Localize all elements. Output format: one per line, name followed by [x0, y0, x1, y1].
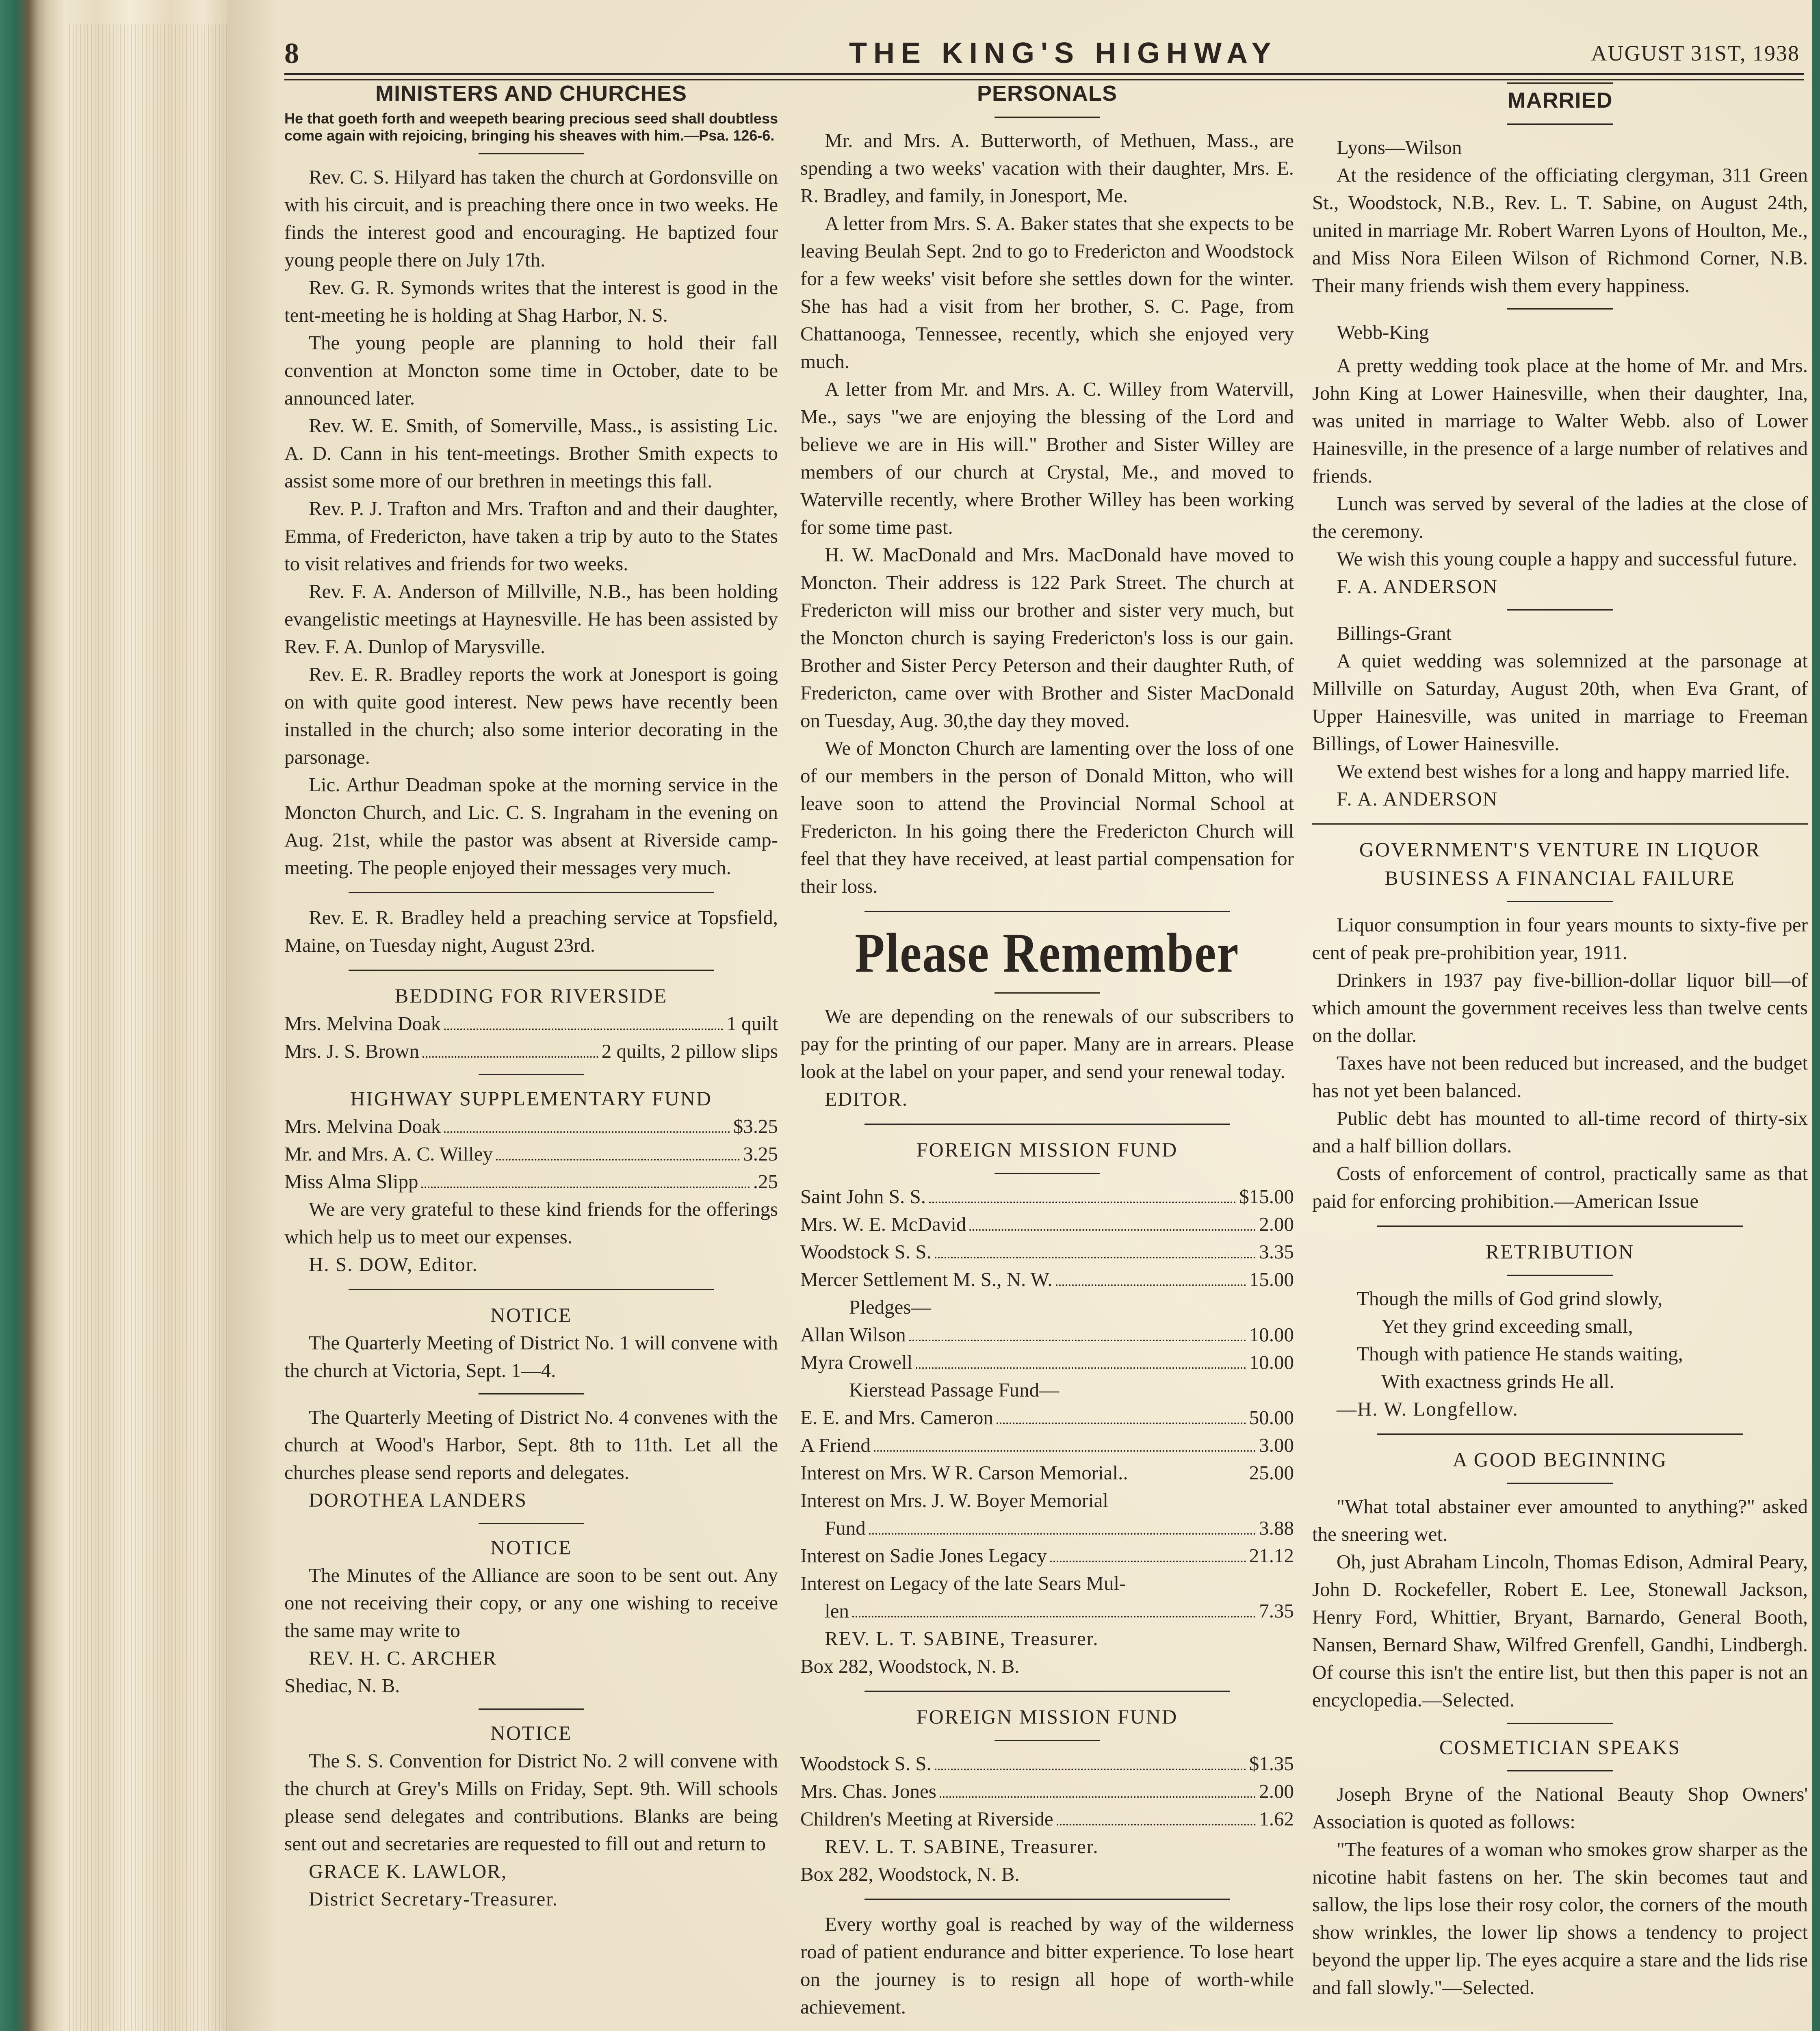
- divider: [1507, 1723, 1613, 1724]
- ledger-name: A Friend: [800, 1434, 871, 1456]
- ledger-value: 2 quilts, 2 pillow slips: [601, 1040, 778, 1062]
- leader-dots: [1050, 1561, 1246, 1562]
- ledger-name: Saint John S. S.: [800, 1185, 926, 1208]
- ministers-paragraph: Rev. W. E. Smith, of Somerville, Mass., is assisting Lic. A. D. Cann in his tent-meetings. Brother Smith expects to assist some more of our brethren in meetings this fall.: [284, 414, 778, 492]
- ledger-name: Mrs. W. E. McDavid: [800, 1213, 966, 1235]
- ledger-row: [800, 1805, 1294, 1833]
- leader-dots: [852, 1616, 1256, 1617]
- personals-paragraph: A letter from Mrs. S. A. Baker states that she expects to be leaving Beulah Sept. 2nd to go to Fredericton and Woodstock for a few weeks' visit before she settles down for the winter. She has had a visit from her brother, S. C. Page, from Chattanooga, Tennessee, recently, which she enjoyed very much.: [800, 212, 1294, 372]
- divider: [479, 1393, 584, 1394]
- notice-paragraph: The S. S. Convention for District No. 2 will convene with the church at Grey's Mills on Friday, Sept. 9th. Will schools please send delegates and contributions. Blanks are being sent out and secretaries are requested to fill out and return to: [284, 1750, 778, 1855]
- ministers-paragraph: Lic. Arthur Deadman spoke at the morning service in the Moncton Church, and Lic. C. S. Ingraham in the evening on Aug. 21st, while the pastor was absent at Riverside camp-meeting. The people enjoyed their messages very much.: [284, 773, 778, 879]
- poem-line: Though the mills of God grind slowly,: [1357, 1287, 1663, 1310]
- divider: [1507, 901, 1613, 902]
- divider: [1507, 308, 1613, 310]
- ledger-row: [800, 1778, 1294, 1805]
- ledger-value: 10.00: [1249, 1351, 1294, 1373]
- leader-dots: [935, 1769, 1246, 1770]
- leader-dots: [909, 1340, 1246, 1341]
- leader-dots: [496, 1159, 740, 1161]
- ledger-row: [800, 1238, 1294, 1266]
- ledger-value: $3.25: [733, 1115, 778, 1137]
- ledger-value: 10.00: [1249, 1323, 1294, 1346]
- divider: [1507, 609, 1613, 611]
- ledger-name: Mrs. Chas. Jones: [800, 1780, 936, 1802]
- divider: [1507, 1483, 1613, 1484]
- personals-paragraph: Mr. and Mrs. A. Butterworth, of Methuen, Mass., are spending a two weeks' vacation with their daughter, Mrs. E. R. Bradley, and family, in Jonesport, Me.: [800, 129, 1294, 207]
- bedding-heading: BEDDING FOR RIVERSIDE: [394, 984, 668, 1007]
- paper-title: THE KING'S HIGHWAY: [849, 37, 1278, 69]
- leader-dots: [929, 1202, 1236, 1203]
- personals-paragraph: We of Moncton Church are lamenting over the loss of one of our members in the person of Donald Mitton, who will leave soon to attend the Provincial Normal School at Fredericton. In his going there the Fredericton Church will feel that they have received, at least partial compensation for their loss.: [800, 737, 1294, 897]
- wedding-names: Lyons—Wilson: [1337, 136, 1462, 158]
- liquor-paragraph: Liquor consumption in four years mounts to sixty-five per cent of peak pre-prohibition year, 1911.: [1312, 914, 1808, 964]
- wedding-paragraph: At the residence of the officiating clergyman, 311 Green St., Woodstock, N.B., Rev. L. T. Sabine, on August 24th, united in marriage Mr. Robert Warren Lyons of Houlton, Me., and Miss Nora Eileen Wilson of Richmond Corner, N.B. Their many friends wish them every happiness.: [1312, 164, 1808, 297]
- ledger-value: 2.00: [1259, 1213, 1294, 1235]
- ledger-row: [800, 1514, 1294, 1542]
- ledger-name: Mrs. Melvina Doak: [284, 1012, 441, 1035]
- poem-line: With exactness grinds He all.: [1381, 1370, 1614, 1392]
- ministers-paragraph: Rev. E. R. Bradley reports the work at Jonesport is going on with quite good interest. New pews have recently been installed in the church; also some interior decorating in the parsonage.: [284, 663, 778, 768]
- ministers-epigraph: He that goeth forth and weepeth bearing precious seed shall doubtless come again with rejoicing, bringing his sheaves with him.—Psa. 126-6.: [284, 110, 778, 144]
- divider: [349, 1289, 714, 1290]
- notice-paragraph: The Minutes of the Alliance are soon to be sent out. Any one not receiving their copy, or any one wishing to receive the same may write to: [284, 1564, 778, 1641]
- ledger-name: Woodstock S. S.: [800, 1752, 932, 1775]
- signature: GRACE K. LAWLOR,: [309, 1860, 507, 1882]
- ledger-name: Woodstock S. S.: [800, 1241, 932, 1263]
- ledger-value: $15.00: [1239, 1185, 1294, 1208]
- ministers-heading: MINISTERS AND CHURCHES: [375, 81, 687, 106]
- divider: [349, 892, 714, 893]
- ministers-paragraph: The young people are planning to hold their fall convention at Moncton some time in October, date to be announced later.: [284, 331, 778, 409]
- divider: [479, 1074, 584, 1075]
- ledger-row: [800, 1404, 1294, 1431]
- signature: DOROTHEA LANDERS: [309, 1489, 527, 1511]
- ledger-name: Interest on Mrs. W R. Carson Memorial..: [800, 1462, 1128, 1484]
- ledger-value: 25.00: [1249, 1462, 1294, 1484]
- divider: [994, 1740, 1100, 1741]
- divider: [864, 1124, 1230, 1125]
- wedding-paragraph: Lunch was served by several of the ladies at the close of the ceremony.: [1312, 492, 1808, 542]
- signature: H. S. DOW, Editor.: [309, 1253, 478, 1275]
- cosmetician-heading: COSMETICIAN SPEAKS: [1439, 1736, 1681, 1758]
- ledger-row: [800, 1183, 1294, 1210]
- kierstead-label: Kierstead Passage Fund—: [849, 1379, 1060, 1401]
- ledger-name: Miss Alma Slipp: [284, 1170, 418, 1193]
- divider: [1377, 1226, 1743, 1227]
- ministers-paragraph: Rev. P. J. Trafton and Mrs. Trafton and and their daughter, Emma, of Fredericton, have taken a trip by auto to the States to visit relatives and friends for two weeks.: [284, 497, 778, 575]
- leader-dots: [935, 1257, 1256, 1258]
- divider: [479, 1523, 584, 1524]
- beginning-heading: A GOOD BEGINNING: [1452, 1448, 1668, 1471]
- liquor-paragraph: Public debt has mounted to all-time record of thirty-six and a half billion dollars.: [1312, 1107, 1808, 1157]
- leader-dots: [421, 1187, 750, 1188]
- page-edges: [69, 24, 232, 2031]
- leader-dots: [916, 1367, 1246, 1369]
- ledger-name: E. E. and Mrs. Cameron: [800, 1406, 993, 1429]
- masthead: [284, 37, 1808, 69]
- divider: [864, 1899, 1230, 1900]
- please-remember-heading: Please Remember: [855, 921, 1239, 984]
- leader-dots: [444, 1131, 730, 1133]
- newspaper-page: [228, 0, 1812, 2031]
- issue-date: AUGUST 31ST, 1938: [1591, 41, 1800, 65]
- leader-dots: [969, 1229, 1256, 1231]
- divider: [1377, 1433, 1743, 1435]
- divider: [479, 153, 584, 154]
- signature: REV. L. T. SABINE, Treasurer.: [825, 1627, 1099, 1650]
- signature: F. A. ANDERSON: [1337, 788, 1498, 810]
- cosmetician-paragraph: "The features of a woman who smokes grow sharper as the nicotine habit fastens on her. The skin becomes taut and sallow, the lips lose their rosy color, the corners of the mouth show wrinkles, the lower lip shows a tendency to project beyond the upper lip. The eyes acquire a stare and the lids rise and fall slowly."—Selected.: [1312, 1838, 1808, 1999]
- wedding-paragraph: We extend best wishes for a long and happy married life.: [1337, 760, 1790, 782]
- supplementary-heading: HIGHWAY SUPPLEMENTARY FUND: [350, 1087, 712, 1110]
- signature: REV. L. T. SABINE, Treasurer.: [825, 1835, 1099, 1858]
- leader-dots: [444, 1028, 723, 1030]
- ledger-name: Children's Meeting at Riverside: [800, 1808, 1053, 1830]
- ledger-value: 1 quilt: [726, 1012, 778, 1035]
- retribution-heading: RETRIBUTION: [1485, 1240, 1635, 1263]
- ledger-row: [800, 1431, 1294, 1459]
- wedding-paragraph: A quiet wedding was solemnized at the parsonage at Millville on Saturday, August 20th, when Eva Grant, of Upper Hainesville, was united in marriage to Freeman Billings, of Lower Hainesville.: [1312, 650, 1808, 755]
- beginning-paragraph: Oh, just Abraham Lincoln, Thomas Edison, Admiral Peary, John D. Rockefeller, Robert E. Lee, Stonewall Jackson, Henry Ford, Whittier, Bryant, Barnardo, General Booth, Nansen, Bernard Shaw, Wilfred Grenfell, Gandhi, Lindbergh. Of course this isn't the entire list, but then this paper is not an encyclopedia.—Selected.: [1312, 1550, 1808, 1711]
- liquor-heading: GOVERNMENT'S VENTURE IN LIQUOR BUSINESS A FINANCIAL FAILURE: [1359, 838, 1761, 889]
- ledger-name: Interest on Sadie Jones Legacy: [800, 1544, 1047, 1567]
- ledger-value: 3.88: [1259, 1517, 1294, 1539]
- ledger-value: .25: [753, 1170, 778, 1193]
- ledger-row: [800, 1321, 1294, 1349]
- leader-dots: [1056, 1284, 1246, 1286]
- leader-dots: [874, 1450, 1256, 1452]
- ledger-value: 2.00: [1259, 1780, 1294, 1802]
- signature: F. A. ANDERSON: [1337, 575, 1498, 598]
- ledger-row: [284, 1140, 778, 1168]
- divider: [864, 911, 1230, 912]
- personals-paragraph: A letter from Mr. and Mrs. A. C. Willey from Watervill, Me., says "we are enjoying the blessing of the Lord and believe we are in His will." Brother and Sister Willey are members of our church at Crystal, Me., and moved to Waterville recently, where Brother Willey has been working for some time past.: [800, 378, 1294, 538]
- ledger-row: [800, 1750, 1294, 1778]
- personals-paragraph: H. W. MacDonald and Mrs. MacDonald have moved to Moncton. Their address is 122 Park Street. The church at Fredericton will miss our brother and sister very much, but the Moncton church is saying Fredericton's loss is our gain. Brother and Sister Percy Peterson and their daughter Ruth, of Fredericton, came over with Brother and Sister MacDonald on Tuesday, Aug. 30,the day they moved.: [800, 543, 1294, 732]
- ledger-row: [800, 1459, 1294, 1487]
- ledger-row: [800, 1210, 1294, 1238]
- wedding-paragraph: A pretty wedding took place at the home of Mr. and Mrs. John King at Lower Hainesville, when their daughter, Ina, was united in marriage to Walter Webb. also of Lower Hainesville, in the presence of a large number of relatives and friends.: [1312, 354, 1808, 487]
- ledger-value: 15.00: [1249, 1268, 1294, 1290]
- divider: [994, 1173, 1100, 1174]
- divider: [1507, 82, 1613, 84]
- ledger-row: [800, 1542, 1294, 1570]
- signature: —H. W. Longfellow.: [1337, 1398, 1519, 1420]
- closing-paragraph: Every worthy goal is reached by way of the wilderness road of patient endurance and bitter experience. To lose heart on the journey is to resign all hope of worth-while achievement.: [800, 1913, 1294, 2018]
- column-middle: [800, 79, 1294, 2021]
- ledger-name: Mrs. Melvina Doak: [284, 1115, 441, 1137]
- ledger-value: 3.35: [1259, 1241, 1294, 1263]
- notice-heading: NOTICE: [490, 1536, 572, 1559]
- address: Box 282, Woodstock, N. B.: [800, 1655, 1020, 1677]
- notice-heading: NOTICE: [490, 1303, 572, 1326]
- ledger-row: [284, 1168, 778, 1195]
- leader-dots: [940, 1796, 1256, 1798]
- ledger-value: 3.25: [743, 1143, 778, 1165]
- divider: [1507, 123, 1613, 125]
- signature: EDITOR.: [825, 1088, 908, 1110]
- ledger-value: $1.35: [1249, 1752, 1294, 1775]
- column-right: [1312, 79, 1808, 2001]
- ledger-name: Interest on Mrs. J. W. Boyer Memorial: [800, 1489, 1109, 1511]
- liquor-paragraph: Taxes have not been reduced but increased, and the budget has not yet been balanced.: [1312, 1052, 1808, 1102]
- mission-fund-heading: FOREIGN MISSION FUND: [916, 1138, 1178, 1161]
- ledger-name: Interest on Legacy of the late Sears Mul-: [800, 1572, 1126, 1594]
- ledger-name: Myra Crowell: [800, 1351, 913, 1373]
- ministers-paragraph: Rev. F. A. Anderson of Millville, N.B., has been holding evangelistic meetings at Haynesville. He has been assisted by Rev. F. A. Dunlop of Marysville.: [284, 580, 778, 658]
- leader-dots: [1057, 1824, 1256, 1825]
- ledger-value: 21.12: [1249, 1544, 1294, 1567]
- notice-paragraph: The Quarterly Meeting of District No. 4 convenes with the church at Wood's Harbor, Sept. 8th to 11th. Let all the churches please send reports and delegates.: [284, 1406, 778, 1483]
- ledger-name: Mercer Settlement M. S., N. W.: [800, 1268, 1053, 1290]
- married-heading: MARRIED: [1507, 88, 1613, 113]
- wedding-paragraph: We wish this young couple a happy and successful future.: [1337, 548, 1797, 570]
- poem-line: Though with patience He stands waiting,: [1357, 1342, 1683, 1365]
- divider: [1507, 1770, 1613, 1771]
- ledger-row: [284, 1037, 778, 1065]
- ministers-paragraph: Rev. G. R. Symonds writes that the interest is good in the tent-meeting he is holding at Shag Harbor, N. S.: [284, 276, 778, 326]
- ledger-value: 3.00: [1259, 1434, 1294, 1456]
- divider: [864, 1691, 1230, 1692]
- ledger-row: [800, 1349, 1294, 1376]
- ledger-row: [284, 1010, 778, 1037]
- column-left: [284, 79, 778, 1913]
- ministers-paragraph: Rev. C. S. Hilyard has taken the church at Gordonsville on with his circuit, and is preaching there once in two weeks. He finds the interest good and encouraging. He baptized four young people there on July 17th.: [284, 166, 778, 271]
- signature-title: District Secretary-Treasurer.: [309, 1888, 559, 1910]
- liquor-paragraph: Costs of enforcement of control, practically same as that paid for enforcing prohibition.—American Issue: [1312, 1162, 1808, 1212]
- ledger-row: [800, 1597, 1294, 1625]
- ledger-name: Mr. and Mrs. A. C. Willey: [284, 1143, 493, 1165]
- leader-dots: [422, 1056, 598, 1058]
- ledger-name: Allan Wilson: [800, 1323, 906, 1346]
- notice-paragraph: The Quarterly Meeting of District No. 1 will convene with the church at Victoria, Sept. 1—4.: [284, 1332, 778, 1381]
- liquor-paragraph: Drinkers in 1937 pay five-billion-dollar liquor bill—of which amount the government receives less than twelve cents on the dollar.: [1312, 969, 1808, 1046]
- remember-paragraph: We are depending on the renewals of our subscribers to pay for the printing of our paper. Many are in arrears. Please look at the label on your paper, and send your renewal today.: [800, 1005, 1294, 1083]
- signature: REV. H. C. ARCHER: [309, 1647, 497, 1669]
- mission-fund-heading: FOREIGN MISSION FUND: [916, 1705, 1178, 1728]
- wedding-names: Webb-King: [1337, 321, 1429, 343]
- ledger-name: Fund: [825, 1517, 866, 1539]
- ledger-value: 50.00: [1249, 1406, 1294, 1429]
- ledger-value: 7.35: [1259, 1600, 1294, 1622]
- leader-dots: [997, 1423, 1246, 1424]
- personals-heading: PERSONALS: [977, 81, 1118, 106]
- address: Box 282, Woodstock, N. B.: [800, 1863, 1020, 1885]
- page-number: 8: [284, 37, 299, 69]
- divider: [994, 992, 1100, 994]
- wedding-names: Billings-Grant: [1337, 622, 1452, 644]
- leader-dots: [869, 1533, 1256, 1535]
- pledges-label: Pledges—: [849, 1296, 931, 1318]
- ledger-value: 1.62: [1259, 1808, 1294, 1830]
- ledger-name: Mrs. J. S. Brown: [284, 1040, 420, 1062]
- notice-heading: NOTICE: [490, 1721, 572, 1744]
- ministers-paragraph: Rev. E. R. Bradley held a preaching service at Topsfield, Maine, on Tuesday night, August 23rd.: [284, 906, 778, 956]
- divider: [479, 1708, 584, 1710]
- beginning-paragraph: "What total abstainer ever amounted to anything?" asked the sneering wet.: [1312, 1495, 1808, 1545]
- poem: [1312, 1285, 1808, 1395]
- divider: [349, 970, 714, 971]
- cosmetician-paragraph: Joseph Bryne of the National Beauty Shop Owners' Association is quoted as follows:: [1312, 1783, 1808, 1833]
- divider: [994, 117, 1100, 118]
- ledger-name: len: [825, 1600, 849, 1622]
- divider: [1312, 823, 1808, 825]
- ledger-row: [284, 1113, 778, 1140]
- ledger-row: [800, 1266, 1294, 1293]
- supplementary-note: We are very grateful to these kind friends for the offerings which help us to meet our expenses.: [284, 1198, 778, 1248]
- divider: [1507, 1275, 1613, 1276]
- poem-line: Yet they grind exceeding small,: [1381, 1315, 1633, 1337]
- notice-place: Shediac, N. B.: [284, 1674, 400, 1697]
